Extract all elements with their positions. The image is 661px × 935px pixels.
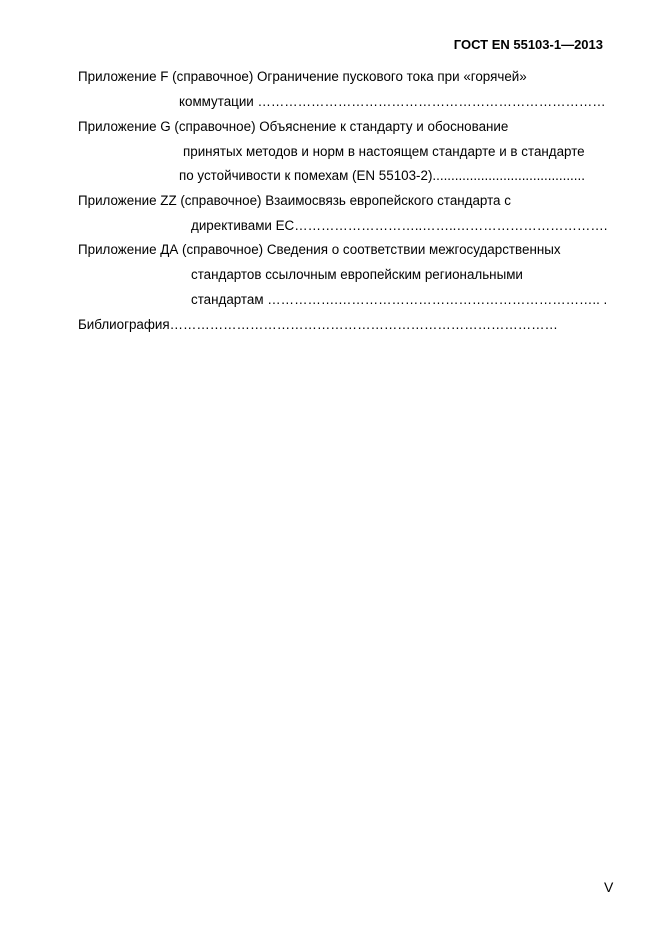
toc-entry-annex-zz: Приложение ZZ (справочное) Взаимосвязь европейского стандарта с (78, 193, 511, 208)
toc-entry-annex-g: Приложение G (справочное) Объяснение к стандарту и обоснование (78, 119, 509, 134)
document-header: ГОСТ EN 55103-1—2013 (453, 37, 603, 52)
toc-entry-annex-da: Приложение ДА (справочное) Сведения о соответствии межгосударственных (78, 242, 561, 257)
toc-entry-annex-f: Приложение F (справочное) Ограничение пускового тока при «горячей» (78, 69, 527, 84)
toc-entry-annex-zz-continued: директивами ЕС………………………..……..……………………………. (191, 218, 608, 233)
toc-entry-annex-g-continued-1: принятых методов и норм в настоящем стандарте и в стандарте (183, 144, 585, 159)
toc-entry-annex-g-continued-2: по устойчивости к помехам (EN 55103-2)......................................... (179, 168, 585, 183)
page-number: V (604, 879, 614, 895)
toc-entry-annex-da-continued-1: стандартов ссылочным европейским региональными (191, 267, 523, 282)
toc-entry-bibliography: Библиография…………………………………………………………………………… (78, 317, 558, 332)
toc-entry-annex-f-continued: коммутации …………………………………………………………………… (179, 94, 606, 109)
toc-entry-annex-da-continued-2: стандартам …………….………………………………………………….. . (191, 292, 608, 307)
